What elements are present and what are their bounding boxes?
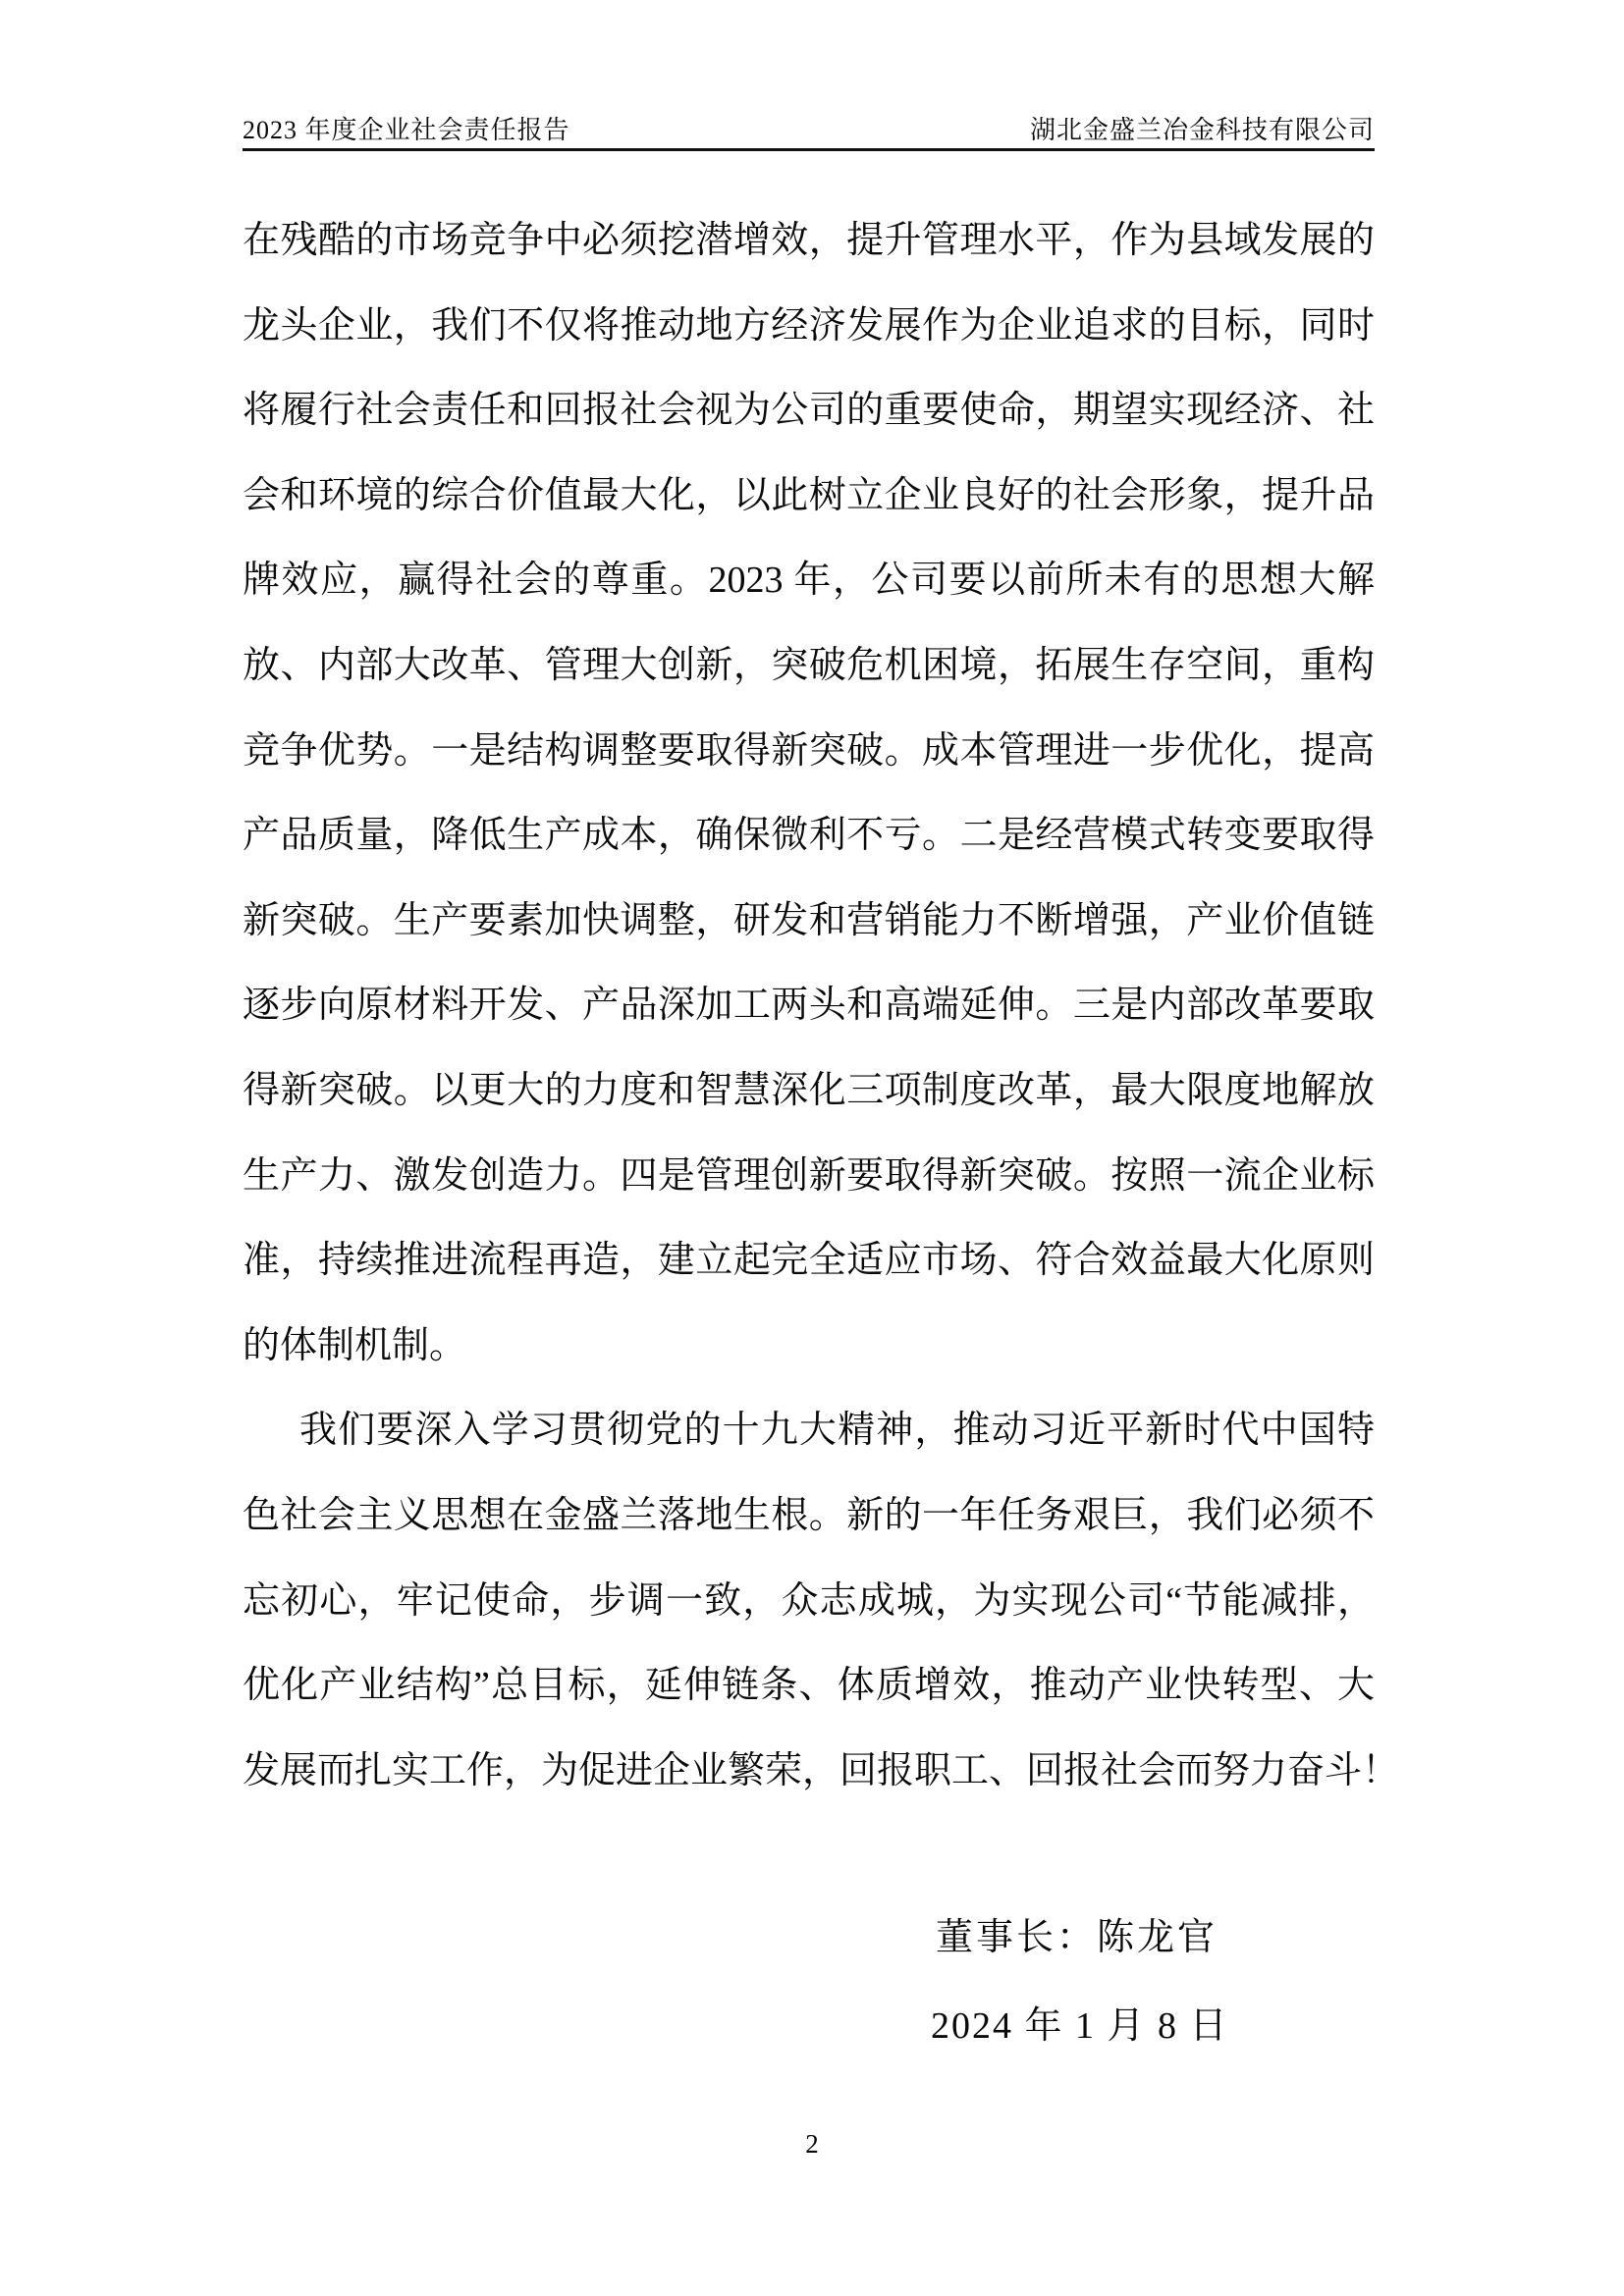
page-header [243, 116, 1375, 151]
body-line: 逐步向原材料开发、产品深加工两头和高端延伸。三是内部改革要取 [243, 985, 1375, 1027]
body-line: 得新突破。以更大的力度和智慧深化三项制度改革，最大限度地解放 [243, 1069, 1375, 1111]
body-line: 牌效应，赢得社会的尊重。2023 年，公司要以前所未有的思想大解 [243, 560, 1375, 602]
body-line: 在残酷的市场竞争中必须挖潜增效，提升管理水平，作为县域发展的 [243, 220, 1375, 261]
body-line: 产品质量，降低生产成本，确保微利不亏。二是经营模式转变要取得 [243, 815, 1375, 857]
body-line: 龙头企业，我们不仅将推动地方经济发展作为企业追求的目标，同时 [243, 304, 1375, 347]
paragraph-1 [243, 198, 1375, 1388]
page-number: 2 [805, 2129, 819, 2159]
body-line: 优化产业结构”总目标，延伸链条、体质增效，推动产业快转型、大 [243, 1665, 1375, 1707]
body-line: 新突破。生产要素加快调整，研发和营销能力不断增强，产业价值链 [243, 899, 1375, 941]
body-line: 准，持续推进流程再造，建立起完全适应市场、符合效益最大化原则 [243, 1240, 1375, 1282]
body-line: 竞争优势。一是结构调整要取得新突破。成本管理进一步优化，提高 [243, 729, 1375, 772]
body-line: 的体制机制。 [243, 1324, 467, 1366]
body-line: 色社会主义思想在金盛兰落地生根。新的一年任务艰巨，我们必须不 [243, 1494, 1375, 1536]
body-line: 会和环境的综合价值最大化，以此树立企业良好的社会形象，提升品 [243, 474, 1375, 516]
body-line: 放、内部大改革、管理大创新，突破危机困境，拓展生存空间，重构 [243, 644, 1375, 686]
paragraph-2 [243, 1388, 1400, 1813]
body-text [243, 198, 1400, 1813]
body-line: 忘初心，牢记使命，步调一致，众志成城，为实现公司“节能减排， [243, 1579, 1375, 1622]
signature-date: 2024 年 1 月 8 日 [931, 2005, 1229, 2047]
body-line: 生产力、激发创造力。四是管理创新要取得新突破。按照一流企业标 [243, 1154, 1375, 1197]
body-line: 将履行社会责任和回报社会视为公司的重要使命，期望实现经济、社 [243, 390, 1375, 432]
body-line: 我们要深入学习贯彻党的十九大精神，推动习近平新时代中国特 [299, 1410, 1375, 1452]
header-company-name: 湖北金盛兰冶金科技有限公司 [1029, 116, 1375, 144]
signature-chairman: 董事长：陈龙官 [936, 1917, 1218, 1958]
header-report-title: 2023 年度企业社会责任报告 [243, 116, 570, 144]
body-line: 发展而扎实工作，为促进企业繁荣，回报职工、回报社会而努力奋斗！ [243, 1749, 1400, 1791]
